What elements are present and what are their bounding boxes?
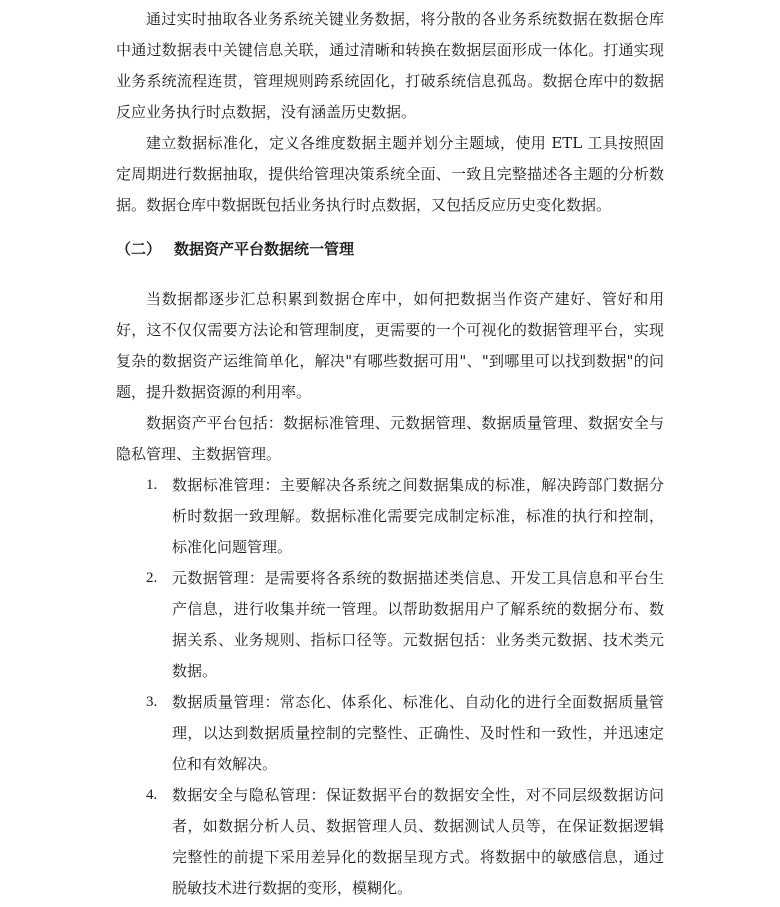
section-number: （二） bbox=[116, 240, 162, 258]
body-paragraph-platform-scope: 数据资产平台包括：数据标准管理、元数据管理、数据质量管理、数据安全与隐私管理、主数据管理。 bbox=[116, 414, 664, 463]
list-item-text: 元数据管理：是需要将各系统的数据描述类信息、开发工具信息和平台生产信息，进行收集并统一管理。以帮助数据用户了解系统的数据分布、数据关系、业务规则、指标口径等。元数据包括：业务类元数据、技术类元数据。 bbox=[172, 569, 664, 680]
list-item-metadata bbox=[116, 563, 664, 687]
list-item-data-quality bbox=[116, 687, 664, 780]
section-heading bbox=[116, 234, 664, 265]
list-item-security-privacy bbox=[116, 780, 664, 904]
list-marker: 4. bbox=[146, 787, 158, 803]
list-marker: 3. bbox=[146, 694, 158, 710]
section-title: 数据资产平台数据统一管理 bbox=[174, 240, 355, 258]
body-paragraph-data-integration: 通过实时抽取各业务系统关键业务数据，将分散的各业务系统数据在数据仓库中通过数据表中关键信息关联，通过清晰和转换在数据层面形成一体化。打通实现业务系统流程连贯，管理规则跨系统固化，打破系统信息孤岛。数据仓库中的数据反应业务执行时点数据，没有涵盖历史数据。 bbox=[116, 10, 664, 121]
body-paragraph-data-asset-intro: 当数据都逐步汇总积累到数据仓库中，如何把数据当作资产建好、管好和用好，这不仅仅需要方法论和管理制度，更需要的一个可视化的数据管理平台，实现复杂的数据资产运维简单化，解决"有哪些数据可用"、"到哪里可以找到数据"的问题，提升数据资源的利用率。 bbox=[116, 290, 664, 401]
list-item-text: 数据质量管理：常态化、体系化、标准化、自动化的进行全面数据质量管理，以达到数据质量控制的完整性、正确性、及时性和一致性，并迅速定位和有效解决。 bbox=[172, 693, 664, 773]
platform-feature-list bbox=[116, 470, 664, 904]
list-item-text: 数据安全与隐私管理：保证数据平台的数据安全性，对不同层级数据访问者，如数据分析人员、数据管理人员、数据测试人员等，在保证数据逻辑完整性的前提下采用差异化的数据呈现方式。将数据中的敏感信息，通过脱敏技术进行数据的变形，模糊化。 bbox=[172, 786, 664, 897]
body-paragraph-data-standardization: 建立数据标准化，定义各维度数据主题并划分主题域，使用 ETL 工具按照固定周期进行数据抽取，提供给管理决策系统全面、一致且完整描述各主题的分析数据。数据仓库中数据既包括业务执行时点数据，又包括反应历史变化数据。 bbox=[116, 134, 664, 214]
list-marker: 1. bbox=[146, 477, 158, 493]
list-item-data-standard bbox=[116, 470, 664, 563]
list-item-text: 数据标准管理：主要解决各系统之间数据集成的标准，解决跨部门数据分析时数据一致理解。数据标准化需要完成制定标准，标准的执行和控制，标准化问题管理。 bbox=[172, 476, 664, 556]
list-marker: 2. bbox=[146, 570, 158, 586]
